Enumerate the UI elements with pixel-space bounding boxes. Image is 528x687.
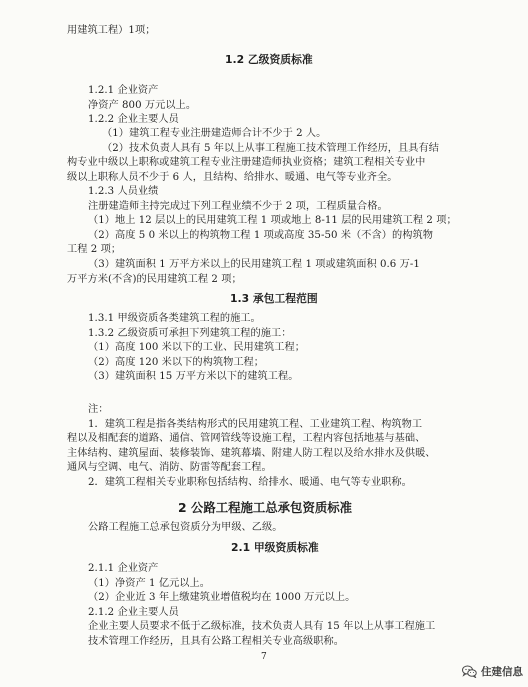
text-line: 企业主要人员要求不低于乙级标准，技术负责人具有 15 年以上从事工程施工 [88,621,436,632]
text-line: 主体结构、建筑屋面、装修装饰、建筑幕墙、附建人防工程以及给水排水及供暖、 [67,448,436,459]
chapter-heading: 2 公路工程施工总承包资质标准 [178,500,353,515]
text-line: 2．建筑工程相关专业职称包括结构、给排水、暖通、电气等专业职称。 [88,477,412,488]
text-line: 构专业中级以上职称或建筑工程专业注册建造师执业资格；建筑工程相关专业中 [67,157,426,168]
text-line: 程以及相配套的道路、通信、管网管线等设施工程，工程内容包括地基与基础、 [67,433,426,444]
page-number: 7 [261,652,267,662]
text-line: 1.3.1 甲级资质各类建筑工程的施工。 [88,313,261,324]
text-line: （2）技术负责人具有 5 年以上从事工程施工技术管理工作经历，且具有结 [102,143,439,154]
text-line: （3）建筑面积 1 万平方米以上的民用建筑工程 1 项或建筑面积 0.6 万-1 [88,259,420,270]
text-line: 工程 2 项； [67,244,122,255]
text-line: 通风与空调、电气、消防、防雷等配套工程。 [67,462,272,473]
wechat-icon [462,665,477,678]
text-line: 1.3.2 乙级资质可承担下列建筑工程的施工： [88,328,292,339]
text-line: （1）高度 100 米以下的工业、民用建筑工程； [88,342,305,353]
text-line: 2.1.2 企业主要人员 [88,607,179,618]
section-heading: 1.3 承包工程范围 [230,292,318,305]
text-line: 注： [88,404,109,415]
text-line: （2）高度 5 0 米以上的构筑物工程 1 项或高度 35-50 米（不含）的构筑物 [88,230,433,241]
text-line: 1．建筑工程是指各类结构形式的民用建筑工程、工业建筑工程、构筑物工 [88,419,423,430]
watermark [462,664,523,679]
text-line: （3）建筑面积 15 万平方米以下的建筑工程。 [88,371,299,382]
text-line: （1）地上 12 层以上的民用建筑工程 1 项或地上 8-11 层的民用建筑工程 2 项； [88,215,457,226]
text-line: 2.1.1 企业资产 [88,563,159,574]
text-line: （2）企业近 3 年上缴建筑业增值税均在 1000 万元以上。 [88,592,356,603]
text-line: 净资产 800 万元以上。 [88,100,197,111]
text-line: 级以上职称人员不少于 6 人，且结构、给排水、暖通、电气等专业齐全。 [67,172,398,183]
text-line: （2）高度 120 米以下的构筑物工程； [88,357,265,368]
text-line: 1.2.2 企业主要人员 [88,114,179,125]
watermark-text: 住建信息 [481,666,523,678]
text-line: 注册建造师主持完成过下列工程业绩不少于 2 项，工程质量合格。 [88,201,388,212]
text-line: 技术管理工作经历，且具有公路工程相关专业高级职称。 [88,636,344,647]
text-line: 公路工程施工总承包资质分为甲级、乙级。 [88,522,283,533]
section-heading: 2.1 甲级资质标准 [231,541,319,554]
text-line: 1.2.3 人员业绩 [88,186,159,197]
section-heading: 1.2 乙级资质标准 [225,53,313,66]
text-line: 1.2.1 企业资产 [88,85,159,96]
text-line: （1）建筑工程专业注册建造师合计不少于 2 人。 [102,128,327,139]
text-line: 用建筑工程）1项； [67,25,156,36]
text-line: （1）净资产 1 亿元以上。 [88,578,211,589]
text-line: 万平方米(不含)的民用建筑工程 2 项； [67,274,242,285]
